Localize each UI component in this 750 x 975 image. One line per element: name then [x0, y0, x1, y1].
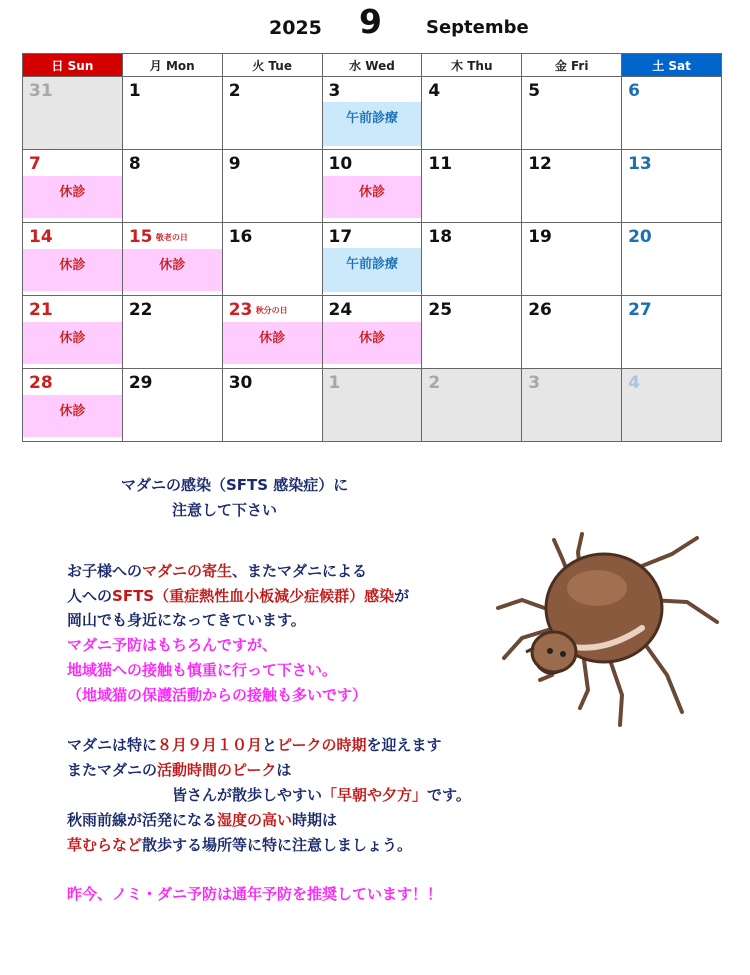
notice-paragraph-1-line-4: マダニ予防はもちろんですが、 — [67, 636, 278, 654]
day-number: 4 — [628, 373, 640, 393]
weekday-header-row — [23, 54, 722, 77]
tick-illustration — [492, 530, 732, 730]
day-cell — [122, 223, 222, 296]
day-cell — [23, 223, 123, 296]
notice-title-line-2: 注意して下さい — [172, 501, 278, 519]
day-number: 8 — [128, 154, 141, 174]
highlight-text: 「早朝や夕方」 — [322, 786, 428, 804]
day-cell — [422, 296, 522, 369]
week-row-2 — [23, 150, 722, 223]
notice-paragraph-2-line-2 — [67, 759, 291, 780]
day-cell — [422, 77, 522, 150]
highlight-text: 湿度の高い — [217, 811, 293, 829]
day-cell — [122, 296, 222, 369]
closed-label: 休診 — [323, 176, 422, 218]
text-run: が — [394, 587, 410, 605]
day-number: 17 — [328, 227, 353, 247]
day-cell — [422, 223, 522, 296]
text-run: 秋雨前線が活発になる — [67, 811, 218, 829]
day-cell — [622, 150, 722, 223]
day-cell — [522, 223, 622, 296]
day-number: 3 — [328, 81, 341, 101]
highlight-text: 草むらなど — [67, 836, 143, 854]
text-run: 散歩する場所等に特に注意しましょう。 — [142, 836, 413, 854]
day-number: 10 — [328, 154, 353, 174]
day-cell — [522, 77, 622, 150]
notice-paragraph-2-line-3 — [172, 784, 471, 805]
week-row-1 — [23, 77, 722, 150]
calendar-header — [0, 0, 750, 52]
day-number: 18 — [428, 227, 453, 247]
day-number: 24 — [328, 300, 353, 320]
week-row-5 — [23, 369, 722, 442]
day-cell — [222, 223, 322, 296]
holiday-name: 秋分の日 — [255, 306, 288, 315]
day-cell — [622, 296, 722, 369]
closed-label: 休診 — [23, 322, 122, 364]
weekday-thu: 木 Thu — [422, 54, 522, 77]
day-number: 31 — [29, 81, 53, 101]
closed-label: 休診 — [23, 395, 122, 437]
day-cell — [322, 296, 422, 369]
month-number: 9 — [359, 2, 382, 41]
day-number: 15 — [128, 227, 153, 247]
text-run: 、またマダニによる — [232, 562, 368, 580]
day-number: 16 — [228, 227, 253, 247]
notice-paragraph-1-line-2 — [67, 585, 409, 606]
text-run: 時期は — [292, 811, 338, 829]
day-number: 20 — [628, 227, 652, 247]
day-cell — [422, 369, 522, 442]
highlight-text: ピークの時期 — [277, 736, 367, 754]
day-number: 1 — [128, 81, 141, 101]
highlight-text: SFTS（重症熱性血小板減少症候群）感染 — [112, 587, 395, 605]
day-number: 4 — [428, 81, 441, 101]
day-cell — [222, 150, 322, 223]
day-cell — [322, 77, 422, 150]
day-cell — [522, 369, 622, 442]
day-number: 12 — [528, 154, 552, 174]
closed-label: 休診 — [123, 249, 222, 291]
closed-label: 休診 — [23, 249, 122, 291]
day-number: 2 — [228, 81, 241, 101]
text-run: を迎えます — [366, 736, 442, 754]
holiday-name: 敬老の日 — [155, 233, 188, 242]
notice-paragraph-2-line-5 — [67, 834, 412, 855]
highlight-text: 活動時間のピーク — [157, 761, 277, 779]
text-run: 皆さんが散歩しやすい — [172, 786, 323, 804]
day-number: 2 — [428, 373, 441, 393]
day-cell — [23, 77, 123, 150]
day-cell — [322, 150, 422, 223]
closed-label: 休診 — [23, 176, 122, 218]
day-cell — [222, 77, 322, 150]
day-cell — [622, 223, 722, 296]
weekday-sun: 日 Sun — [23, 54, 123, 77]
day-number: 5 — [528, 81, 541, 101]
text-run: 人への — [67, 587, 113, 605]
day-number: 30 — [228, 373, 253, 393]
day-number: 19 — [528, 227, 552, 247]
day-cell — [222, 369, 322, 442]
day-cell — [522, 296, 622, 369]
am-only-label: 午前診療 — [323, 102, 422, 146]
day-number: 21 — [29, 300, 53, 320]
day-cell — [622, 369, 722, 442]
day-cell — [23, 150, 123, 223]
text-run: マダニは特に — [67, 736, 158, 754]
day-number: 22 — [128, 300, 153, 320]
weekday-fri: 金 Fri — [522, 54, 622, 77]
text-run: は — [276, 761, 292, 779]
calendar-grid — [22, 53, 722, 442]
day-cell — [622, 77, 722, 150]
day-cell — [23, 369, 123, 442]
notice-paragraph-1-line-6: （地域猫の保護活動からの接触も多いです） — [67, 686, 368, 704]
highlight-text: ８月９月１０月 — [157, 736, 263, 754]
day-number: 14 — [29, 227, 53, 247]
day-cell — [422, 150, 522, 223]
day-number: 28 — [29, 373, 53, 393]
day-number: 6 — [628, 81, 640, 101]
week-row-4 — [23, 296, 722, 369]
notice-paragraph-3: 昨今、ノミ・ダニ予防は通年予防を推奨しています！！ — [67, 885, 443, 903]
notice-title-line-1: マダニの感染（SFTS 感染症）に — [121, 476, 349, 494]
day-number: 27 — [628, 300, 652, 320]
day-number: 25 — [428, 300, 453, 320]
text-run: です。 — [427, 786, 471, 804]
notice-paragraph-2-line-1 — [67, 734, 441, 755]
day-cell — [222, 296, 322, 369]
weekday-wed: 水 Wed — [322, 54, 422, 77]
day-cell — [122, 77, 222, 150]
text-run: と — [262, 736, 278, 754]
weekday-tue: 火 Tue — [222, 54, 322, 77]
year-label: 2025 — [269, 17, 322, 39]
day-number: 23 — [228, 300, 253, 320]
notice-paragraph-1-line-5: 地域猫への接触も慎重に行って下さい。 — [67, 661, 338, 679]
day-number: 9 — [228, 154, 241, 174]
day-number: 11 — [428, 154, 453, 174]
closed-label: 休診 — [223, 322, 322, 364]
notice-paragraph-1-line-3: 岡山でも身近になってきています。 — [67, 611, 306, 629]
day-cell — [122, 369, 222, 442]
weekday-mon: 月 Mon — [122, 54, 222, 77]
highlight-text: マダニの寄生 — [142, 562, 233, 580]
notice-paragraph-1-line-1 — [67, 560, 367, 581]
day-number: 7 — [29, 154, 41, 174]
day-number: 29 — [128, 373, 153, 393]
notice-paragraph-2-line-4 — [67, 809, 337, 830]
day-cell — [122, 150, 222, 223]
week-row-3 — [23, 223, 722, 296]
day-number: 1 — [328, 373, 341, 393]
day-cell — [522, 150, 622, 223]
text-run: またマダニの — [67, 761, 158, 779]
day-cell — [23, 296, 123, 369]
am-only-label: 午前診療 — [323, 248, 422, 292]
closed-label: 休診 — [323, 322, 422, 364]
month-name: Septembe — [426, 17, 529, 38]
day-cell — [322, 369, 422, 442]
day-number: 13 — [628, 154, 652, 174]
text-run: お子様への — [67, 562, 143, 580]
day-number: 3 — [528, 373, 541, 393]
day-cell — [322, 223, 422, 296]
day-number: 26 — [528, 300, 552, 320]
weekday-sat: 土 Sat — [622, 54, 722, 77]
